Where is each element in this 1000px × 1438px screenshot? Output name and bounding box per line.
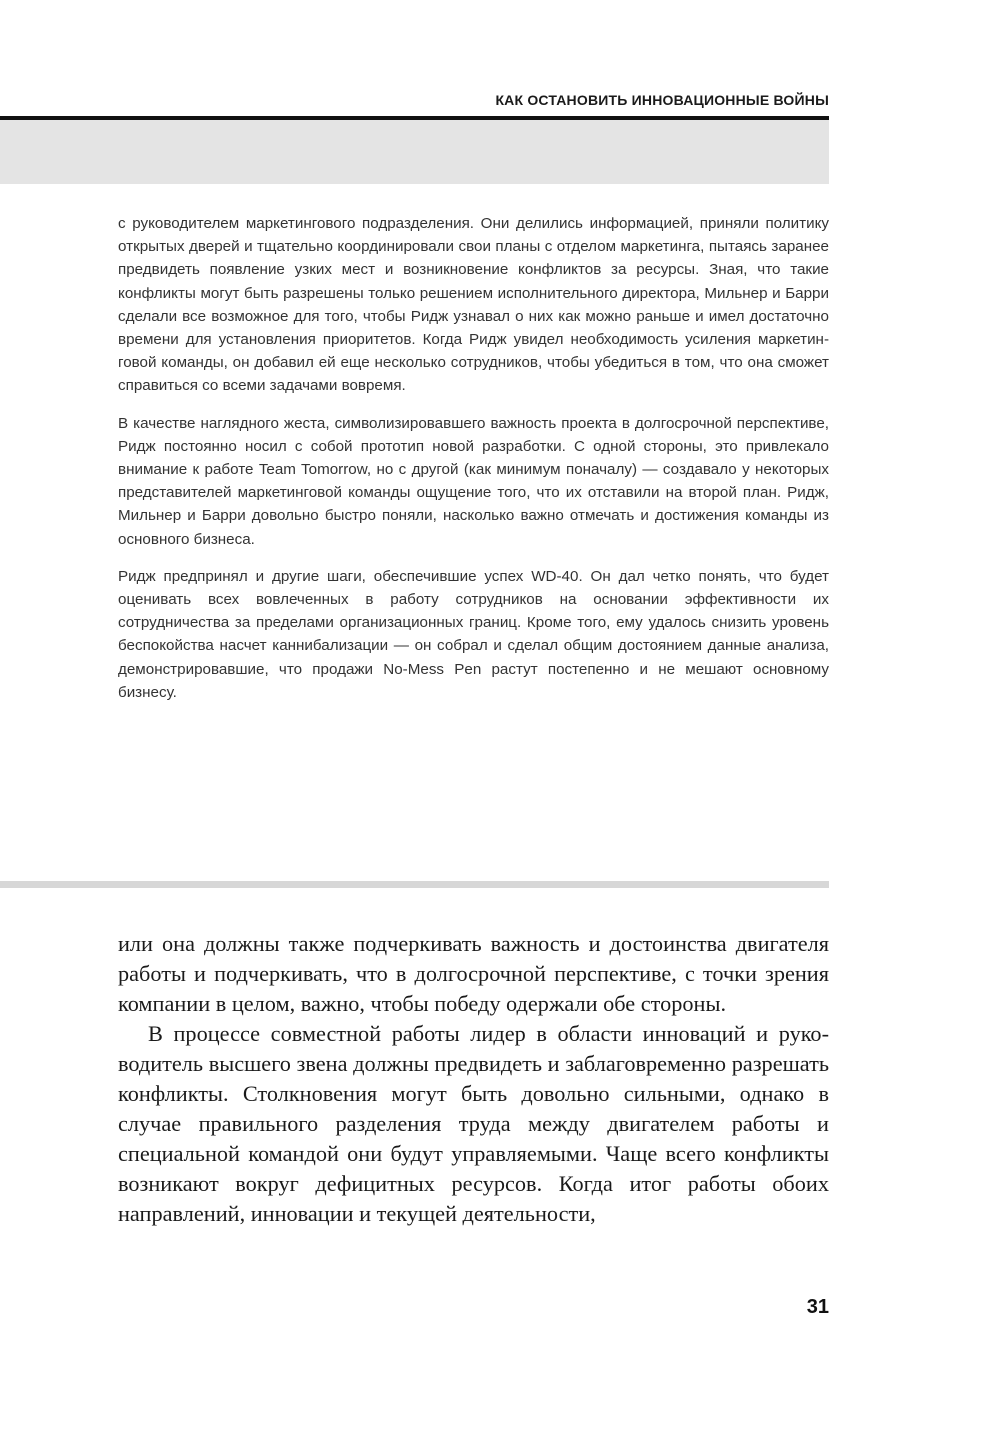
page-number: 31 bbox=[806, 1296, 829, 1318]
sidebar-bottom-rule bbox=[0, 881, 829, 888]
sidebar-paragraph-1: с руководителем маркетингового подразделения. Они делились информацией, приняли политику открытых дверей и тщательно координировали свои планы с отделом маркетинга, пытаясь заранее предвидеть появление узких мест и возникновение конфликтов за ресурсы. Зная, что такие конфликты могут быть разрешены только решением исполнительного директора, Мильнер и Барри сделали все возможное для того, чтобы Ридж узнавал о них как можно раньше и имел достаточно времени для установления приоритетов. Когда Ридж увидел необходимость усиления маркетинговой команды, он добавил ей еще несколько сотрудников, чтобы убедиться в том, что она сможет справиться со всеми задачами вовремя. bbox=[118, 215, 829, 395]
sidebar-case-study bbox=[118, 212, 829, 718]
sidebar-paragraph-2: В качестве наглядного жеста, символизировавшего важность проекта в долгосрочной перспективе, Ридж постоянно носил с собой прототип новой разработки. С одной стороны, это привлекало внимание к работе Team Tomorrow, но с другой (как минимум поначалу) — создавало у некоторых представителей маркетинговой команды ощущение того, что их отставили на второй план. Ридж, Мильнер и Барри довольно быстро поняли, насколько важно отмечать и достижения команды из основного бизнеса. bbox=[118, 414, 829, 548]
sidebar-paragraph-3: Ридж предпринял и другие шаги, обеспечившие успех WD-40. Он дал четко понять, что будет оценивать всех вовлеченных в работу сотрудников на основании эффективности их сотрудничества за пределами организационных границ. Кроме того, ему удалось снизить уровень беспокойства насчет каннибализации — он собрал и сделал общим достоянием данные анализа, демонстрировавшие, что продажи No-Mess Pen растут постепенно и не мешают основному бизнесу. bbox=[118, 567, 829, 701]
sidebar-top-band bbox=[0, 120, 829, 184]
running-header-title: КАК ОСТАНОВИТЬ ИННОВАЦИОННЫЕ ВОЙНЫ bbox=[495, 92, 829, 108]
main-body-text bbox=[118, 929, 829, 1229]
main-paragraph-2: В процессе совместной работы лидер в области инноваций и руководитель высшего звена должны предвидеть и заблаговременно разрешать конфликты. Столкновения могут быть довольно сильными, однако в случае правильного разделения труда между двигателем работы и специальной командой они будут управляемыми. Чаще всего конфликты возникают вокруг дефицитных ресурсов. Когда итог работы обоих направлений, инновации и текущей деятельности, bbox=[118, 1021, 829, 1226]
main-paragraph-1: или она должны также подчеркивать важность и достоинства двигателя работы и подчеркивать, что в долгосрочной перспективе, с точки зрения компании в целом, важно, чтобы победу одержали обе стороны. bbox=[118, 931, 829, 1016]
